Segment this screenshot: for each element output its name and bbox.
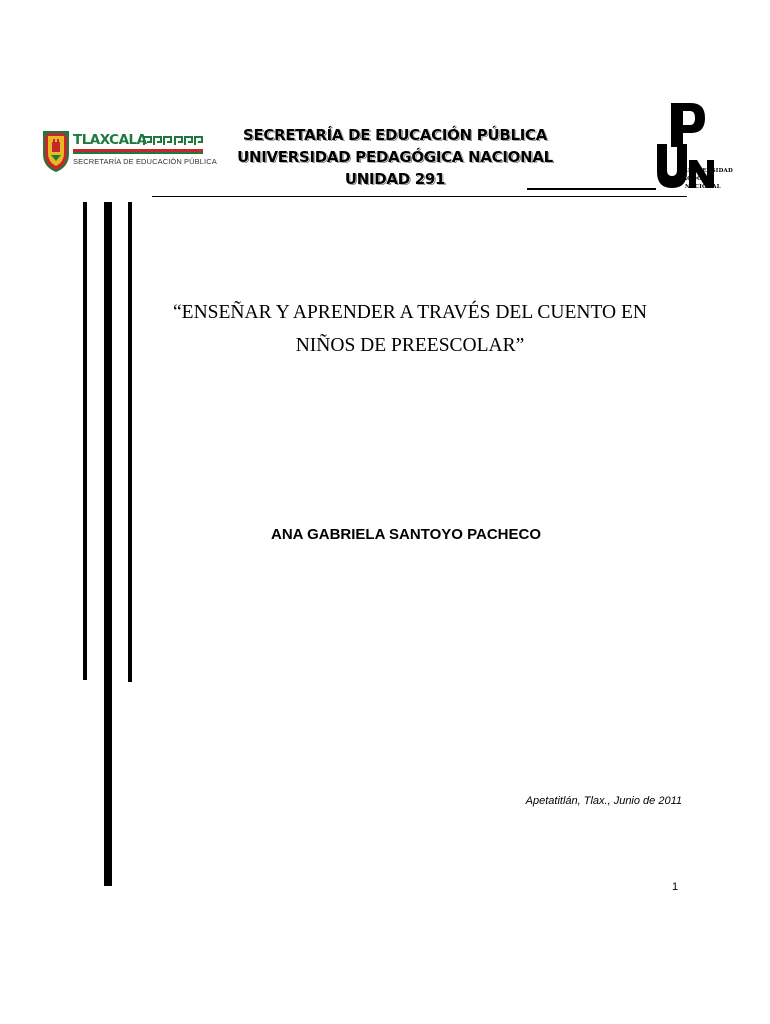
- tlaxcala-name: TLAXCALA: [73, 132, 147, 148]
- vertical-bar-thick: [104, 202, 112, 886]
- document-title: [130, 296, 690, 362]
- header-line-universidad: UNIVERSIDAD PEDAGÓGICA NACIONAL: [237, 148, 553, 166]
- upn-text-line2: PEDAGÓGICA: [669, 176, 714, 182]
- institution-header: [190, 124, 600, 190]
- tlaxcala-shield-icon: [42, 130, 70, 172]
- title-line-2: NIÑOS DE PREESCOLAR”: [295, 335, 525, 356]
- tlaxcala-subtitle: SECRETARÍA DE EDUCACIÓN PÚBLICA: [73, 157, 217, 166]
- upn-text-line3: NACIONAL: [685, 184, 721, 190]
- upn-logo: [655, 100, 733, 195]
- page-number: 1: [672, 881, 679, 893]
- header-rule-thin: [152, 196, 687, 197]
- place-date: Apetatitlán, Tlax., Junio de 2011: [525, 795, 682, 807]
- tlaxcala-green-bar: [73, 152, 203, 154]
- author-name: ANA GABRIELA SANTOYO PACHECO: [270, 526, 541, 543]
- vertical-bar-right: [128, 202, 132, 682]
- vertical-bar-left: [83, 202, 87, 680]
- tlaxcala-logo: [42, 130, 217, 172]
- header-line-secretaria: SECRETARÍA DE EDUCACIÓN PÚBLICA: [242, 126, 548, 144]
- header-rule-thick: [527, 188, 656, 190]
- title-line-1: “ENSEÑAR Y APRENDER A TRAVÉS DEL CUENTO EN: [173, 302, 647, 323]
- upn-text-line1: UNIVERSIDAD: [685, 168, 733, 174]
- header-line-unidad: UNIDAD 291: [344, 170, 446, 188]
